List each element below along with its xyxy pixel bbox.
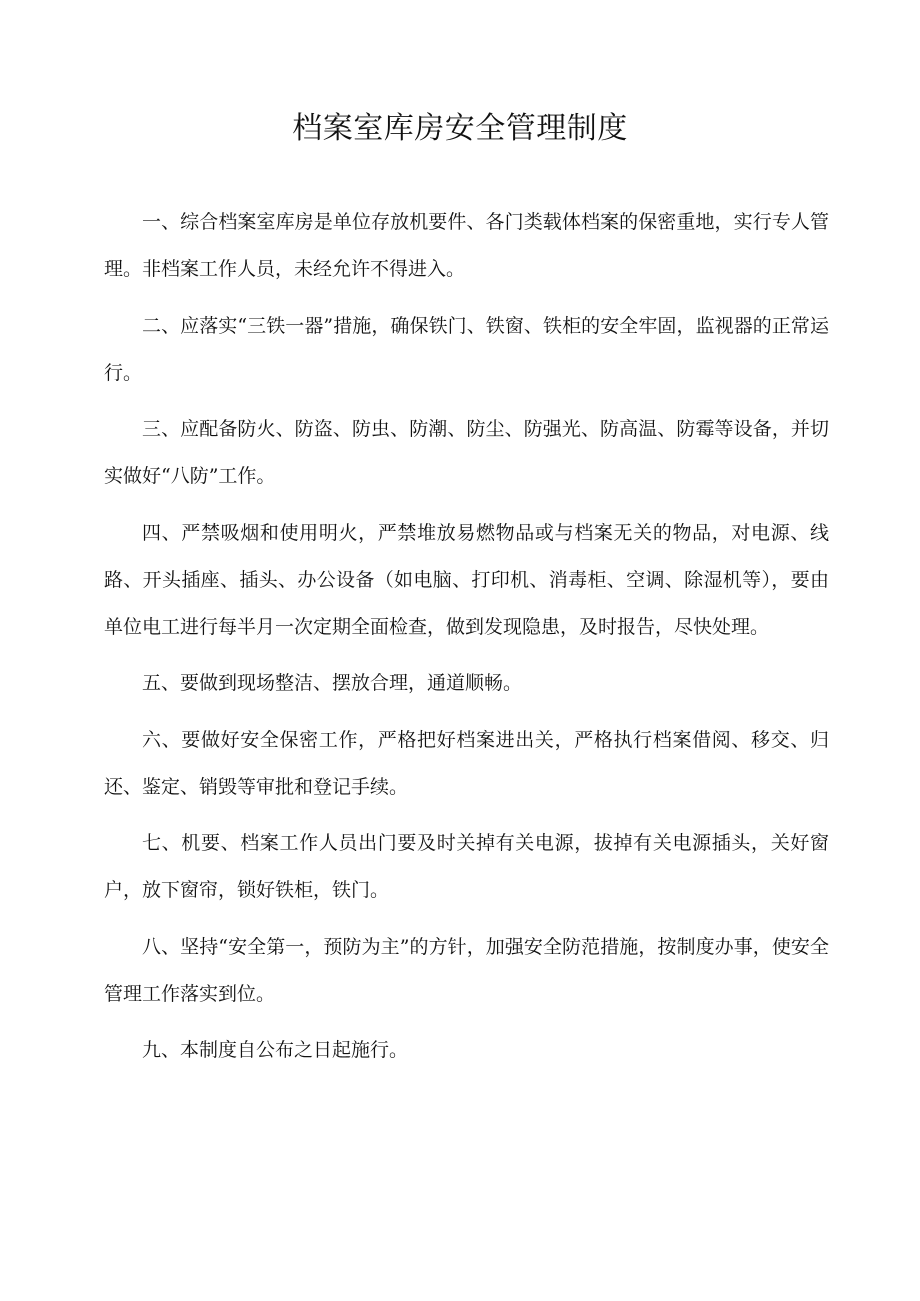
document-title: 档案室库房安全管理制度 xyxy=(292,111,628,146)
regulation-paragraph-9: 九、本制度自公布之日起施行。 xyxy=(142,1039,409,1061)
regulation-paragraph-7: 七、机要、档案工作人员出门要及时关掉有关电源，拔掉有关电源插头，关好窗户，放下窗帘，锁好铁柜，铁门。 xyxy=(104,832,829,901)
regulation-paragraph-5: 五、要做到现场整洁、摆放合理，通道顺畅。 xyxy=(142,672,523,694)
regulation-paragraph-6: 六、要做好安全保密工作，严格把好档案进出关，严格执行档案借阅、移交、归还、鉴定、销毁等审批和登记手续。 xyxy=(104,728,829,798)
document-body xyxy=(104,199,829,1084)
regulation-paragraph-1: 一、综合档案室库房是单位存放机要件、各门类载体档案的保密重地，实行专人管理。非档案工作人员，未经允许不得进入。 xyxy=(104,211,829,280)
regulation-paragraph-8: 八、坚持“安全第一，预防为主”的方针，加强安全防范措施，按制度办事，使安全管理工作落实到位。 xyxy=(104,935,829,1005)
regulation-paragraph-2: 二、应落实“三铁一器”措施，确保铁门、铁窗、铁柜的安全牢固，监视器的正常运行。 xyxy=(104,314,829,384)
regulation-paragraph-3: 三、应配备防火、防盗、防虫、防潮、防尘、防强光、防高温、防霉等设备，并切实做好“八防”工作。 xyxy=(104,418,829,487)
regulation-paragraph-4: 四、严禁吸烟和使用明火，严禁堆放易燃物品或与档案无关的物品，对电源、线路、开头插座、插头、办公设备（如电脑、打印机、消毒柜、空调、除湿机等），要由单位电工进行每半月一次定期全面检查，做到发现隐患，及时报告，尽快处理。 xyxy=(104,521,829,638)
